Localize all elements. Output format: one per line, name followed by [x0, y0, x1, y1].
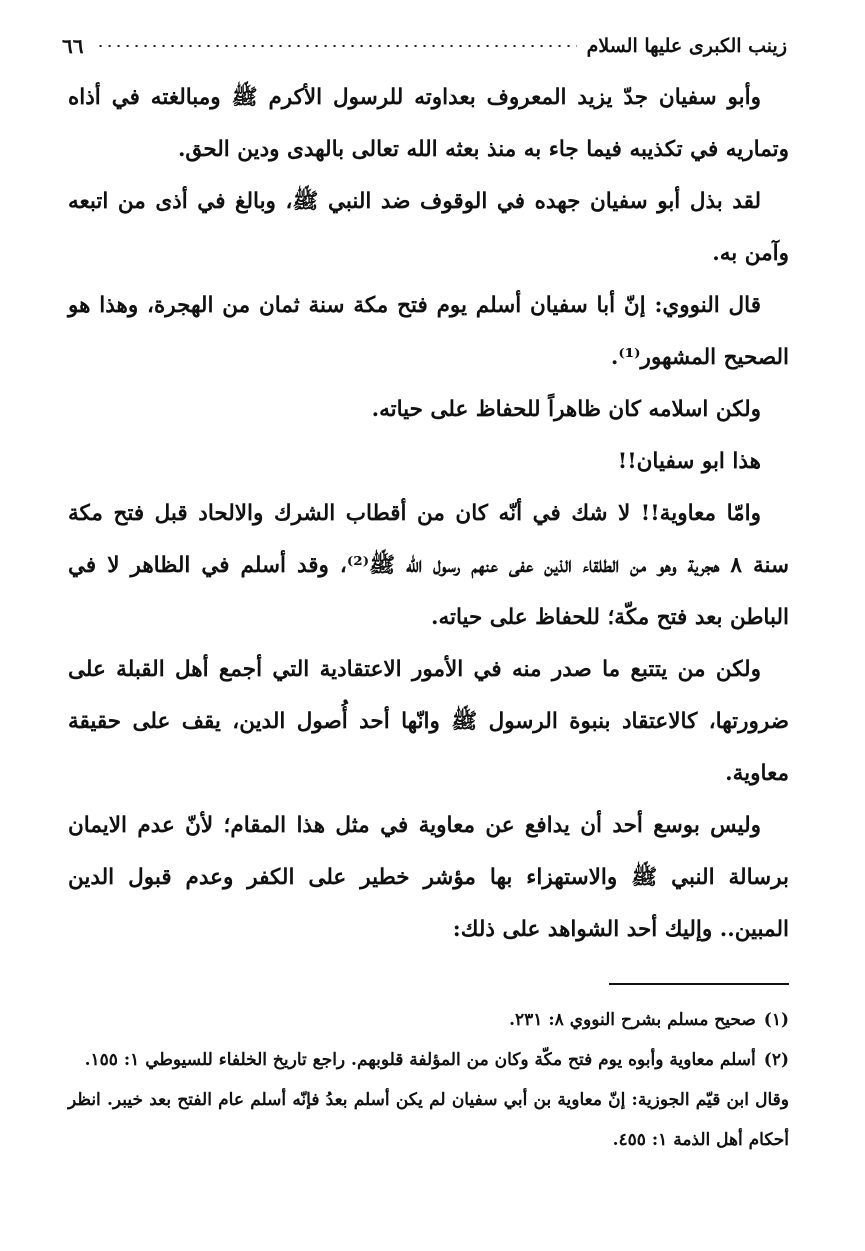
footnote: [68, 1080, 789, 1160]
footnote-mark: (١): [763, 1010, 789, 1030]
header-dotted-leader: [93, 45, 576, 47]
footnote-separator: [609, 983, 789, 985]
paragraph: هذا ابو سفيان!!: [617, 449, 761, 474]
paragraph: ولكن اسلامه كان ظاهراً للحفاظ على حياته.: [371, 397, 761, 422]
paragraph: وامّا معاوية!! لا شك في أنّه كان من أقطاب الشرك والالحاد قبل فتح مكة سنة ٨ هجرية وهو من الطلقاء الذين عفى عنهم رسول الله ﷺ⁽²⁾، وقد أسلم في الظاهر لا في الباطن بعد فتح مكّة؛ للحفاظ على حياته.: [68, 501, 789, 630]
main-text: [68, 72, 789, 956]
page-number: ٦٦: [62, 34, 84, 58]
footnote: [68, 1040, 789, 1080]
book-title: زينب الكبرى عليها السلام: [586, 35, 787, 57]
running-header: [62, 26, 787, 66]
footnote-text: صحيح مسلم بشرح النووي ٨: ٢٣١.: [509, 1010, 756, 1030]
footnotes: [68, 1000, 789, 1160]
footnote: [68, 1000, 789, 1040]
paragraph: وليس بوسع أحد أن يدافع عن معاوية في مثل هذا المقام؛ لأنّ عدم الايمان برسالة النبي ﷺ والاستهزاء بها مؤشر خطير على الكفر وعدم قبول الدين المبين.. وإليك أحد الشواهد على ذلك:: [68, 813, 789, 942]
paragraph: وأبو سفيان جدّ يزيد المعروف بعداوته للرسول الأكرم ﷺ ومبالغته في أذاه وتماريه في تكذيبه فيما جاء به منذ بعثه الله تعالى بالهدى ودين الحق.: [68, 85, 789, 162]
paragraph: ولكن من يتتبع ما صدر منه في الأمور الاعتقادية التي أجمع أهل القبلة على ضرورتها، كالاعتقاد بنبوة الرسول ﷺ وانّها أحد أُصول الدين، يقف على حقيقة معاوية.: [68, 657, 789, 786]
footnote-mark: (٢): [763, 1050, 789, 1070]
paragraph: قال النووي: إنّ أبا سفيان أسلم يوم فتح مكة سنة ثمان من الهجرة، وهذا هو الصحيح المشهور⁽¹⁾.: [68, 293, 789, 370]
paragraph: لقد بذل أبو سفيان جهده في الوقوف ضد النبي ﷺ، وبالغ في أذى من اتبعه وآمن به.: [68, 189, 789, 266]
footnote-text: أسلم معاوية وأبوه يوم فتح مكّة وكان من المؤلفة قلوبهم. راجع تاريخ الخلفاء للسيوطي ١: ١٥٥.: [84, 1050, 756, 1070]
footnote-text: وقال ابن قيّم الجوزية: إنّ معاوية بن أبي سفيان لم يكن أسلم بعدُ فإنّه أسلم عام الفتح بعد خيبر. انظر أحكام أهل الذمة ١: ٤٥٥.: [68, 1090, 789, 1150]
